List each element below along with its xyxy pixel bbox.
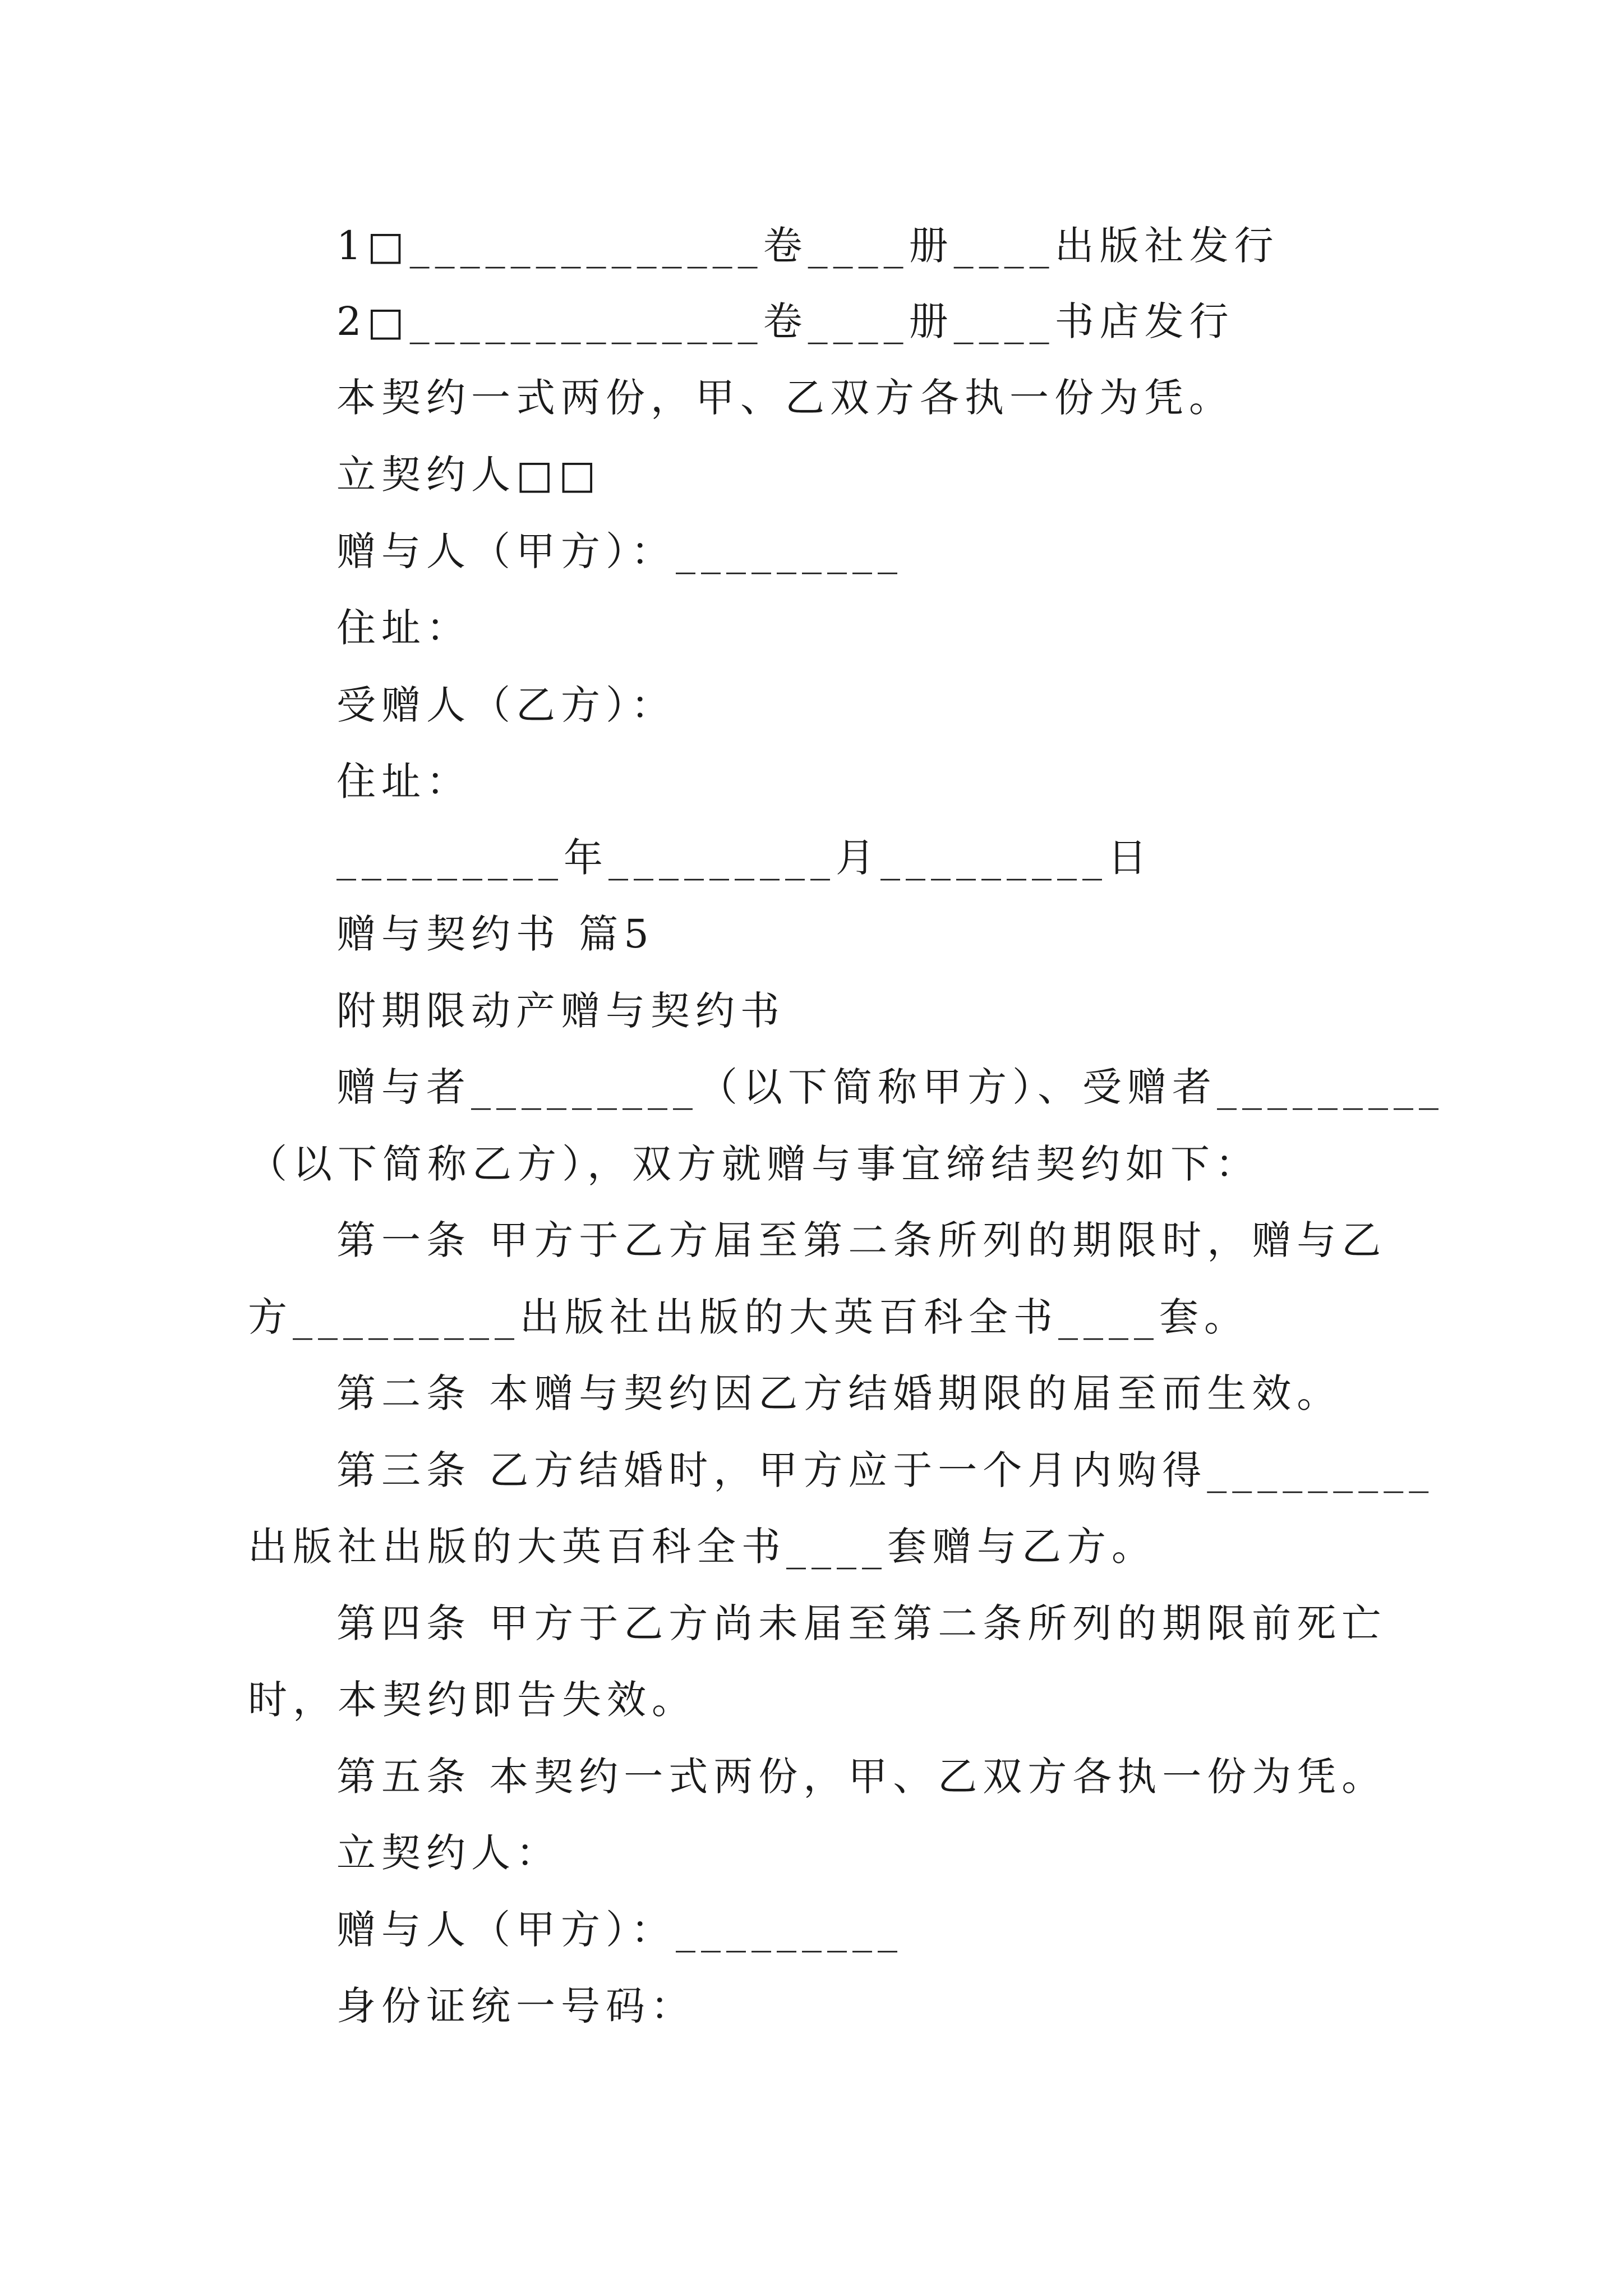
text-line: 身份证统一号码： (336, 1983, 695, 2029)
text-line: _________年_________月_________日 (336, 835, 1152, 881)
text-line: 2□______________卷____册____书店发行 (336, 298, 1234, 344)
text-line: 第一条 甲方于乙方届至第二条所列的期限时，赠与乙 (336, 1217, 1387, 1263)
text-line: 第二条 本赠与契约因乙方结婚期限的届至而生效。 (336, 1370, 1342, 1416)
text-line: 方_________出版社出版的大英百科全书____套。 (248, 1294, 1249, 1340)
text-line: 住址： (336, 605, 471, 651)
text-line: （以下简称乙方），双方就赠与事宜缔结契约如下： (248, 1141, 1260, 1187)
text-line: 住址： (336, 758, 471, 804)
text-line: 第五条 本契约一式两份，甲、乙双方各执一份为凭。 (336, 1754, 1387, 1800)
text-line: 1□______________卷____册____出版社发行 (336, 223, 1279, 269)
text-line: 赠与者_________（以下简称甲方）、受赠者_________ (336, 1064, 1444, 1110)
text-line: 赠与人（甲方）：_________ (336, 528, 903, 574)
document-title: 附期限动产赠与契约书 (336, 988, 785, 1034)
text-line: 第四条 甲方于乙方尚未届至第二条所列的期限前死亡 (336, 1600, 1387, 1646)
text-line: 第三条 乙方结婚时，甲方应于一个月内购得_________ (336, 1447, 1435, 1493)
text-line: 时，本契约即告失效。 (248, 1677, 697, 1723)
section-heading: 赠与契约书 篇5 (336, 911, 654, 957)
text-line: 受赠人（乙方）： (336, 682, 676, 728)
text-line: 本契约一式两份，甲、乙双方各执一份为凭。 (336, 375, 1234, 421)
text-line: 立契约人□□ (336, 452, 602, 498)
text-line: 赠与人（甲方）：_________ (336, 1907, 903, 1953)
text-line: 立契约人： (336, 1830, 561, 1876)
text-line: 出版社出版的大英百科全书____套赠与乙方。 (248, 1524, 1156, 1570)
